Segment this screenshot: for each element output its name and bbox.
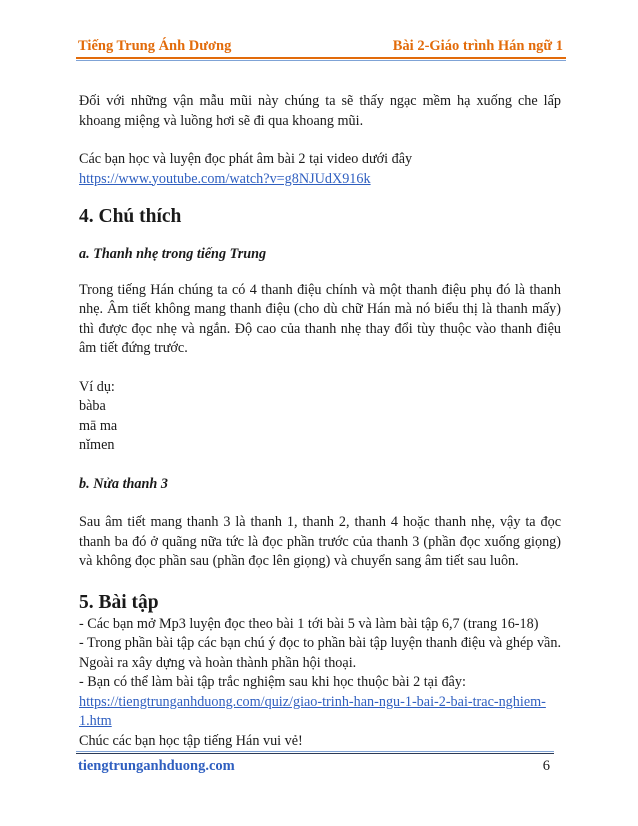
- footer-site: tiengtrunganhduong.com: [78, 758, 235, 774]
- page-content: [79, 92, 561, 751]
- section-5-heading: 5. Bài tập: [79, 591, 159, 613]
- subsection-a-paragraph: Trong tiếng Hán chúng ta có 4 thanh điệu chính và một thanh điệu phụ đó là thanh nhẹ. Âm tiết không mang thanh điệu (cho dù chữ Hán mà nó biểu thị là thanh mấy) thì được đọc nhẹ và ngắn. Độ cao của thanh nhẹ thay đổi tùy thuộc vào thanh điệu âm tiết đứng trước.: [79, 281, 561, 356]
- page-header: [78, 38, 563, 55]
- header-lesson-title: Bài 2-Giáo trình Hán ngữ 1: [392, 38, 563, 54]
- exercise-line: - Trong phần bài tập các bạn chú ý đọc to phần bài tập luyện thanh điệu và ghép vần. Ngoài ra xây dựng và hoàn thành phần hội thoại.: [79, 635, 561, 671]
- example-item: bàba: [79, 398, 106, 414]
- header-divider: [76, 57, 566, 59]
- exercise-line: - Bạn có thể làm bài tập trắc nghiệm sau khi học thuộc bài 2 tại đây:: [79, 674, 466, 690]
- intro-paragraph: Đối với những vận mẫu mũi này chúng ta sẽ thấy ngạc mềm hạ xuống che lấp khoang miệng và luồng hơi sẽ đi qua khoang mũi.: [79, 93, 561, 129]
- section-4-heading: 4. Chú thích: [79, 206, 182, 227]
- closing-line: Chúc các bạn học tập tiếng Hán vui vẻ!: [79, 732, 303, 749]
- video-link[interactable]: https://www.youtube.com/watch?v=g8NJUdX916k: [79, 170, 371, 187]
- quiz-link[interactable]: https://tiengtrunganhduong.com/quiz/giao-trinh-han-ngu-1-bai-2-bai-trac-nghiem-1.htm: [79, 693, 546, 729]
- header-divider-accent: [76, 60, 566, 61]
- video-intro-text: Các bạn học và luyện đọc phát âm bài 2 tại video dưới đây: [79, 151, 413, 167]
- header-brand: Tiếng Trung Ánh Dương: [78, 38, 232, 54]
- exercise-line: - Các bạn mở Mp3 luyện đọc theo bài 1 tới bài 5 và làm bài tập 6,7 (trang 16-18): [79, 615, 539, 632]
- example-item: nǐmen: [79, 437, 115, 453]
- footer-divider: [76, 753, 554, 754]
- example-label: Ví dụ:: [79, 378, 115, 395]
- subsection-b-heading: b. Nửa thanh 3: [79, 475, 168, 492]
- example-item: mā ma: [79, 417, 118, 434]
- subsection-a-heading: a. Thanh nhẹ trong tiếng Trung: [79, 246, 267, 262]
- page-footer: [78, 758, 550, 775]
- page-number: 6: [542, 758, 550, 774]
- footer-divider-accent: [76, 751, 554, 752]
- subsection-b-paragraph: Sau âm tiết mang thanh 3 là thanh 1, thanh 2, thanh 4 hoặc thanh nhẹ, vậy ta đọc thanh ba đó ở quãng nữa tức là đọc phần trước của thanh 3 (phần đọc xuống giọng) và không đọc phần sau (phần đọc lên giọng) và chuyển sang âm tiết sau luôn.: [79, 514, 561, 569]
